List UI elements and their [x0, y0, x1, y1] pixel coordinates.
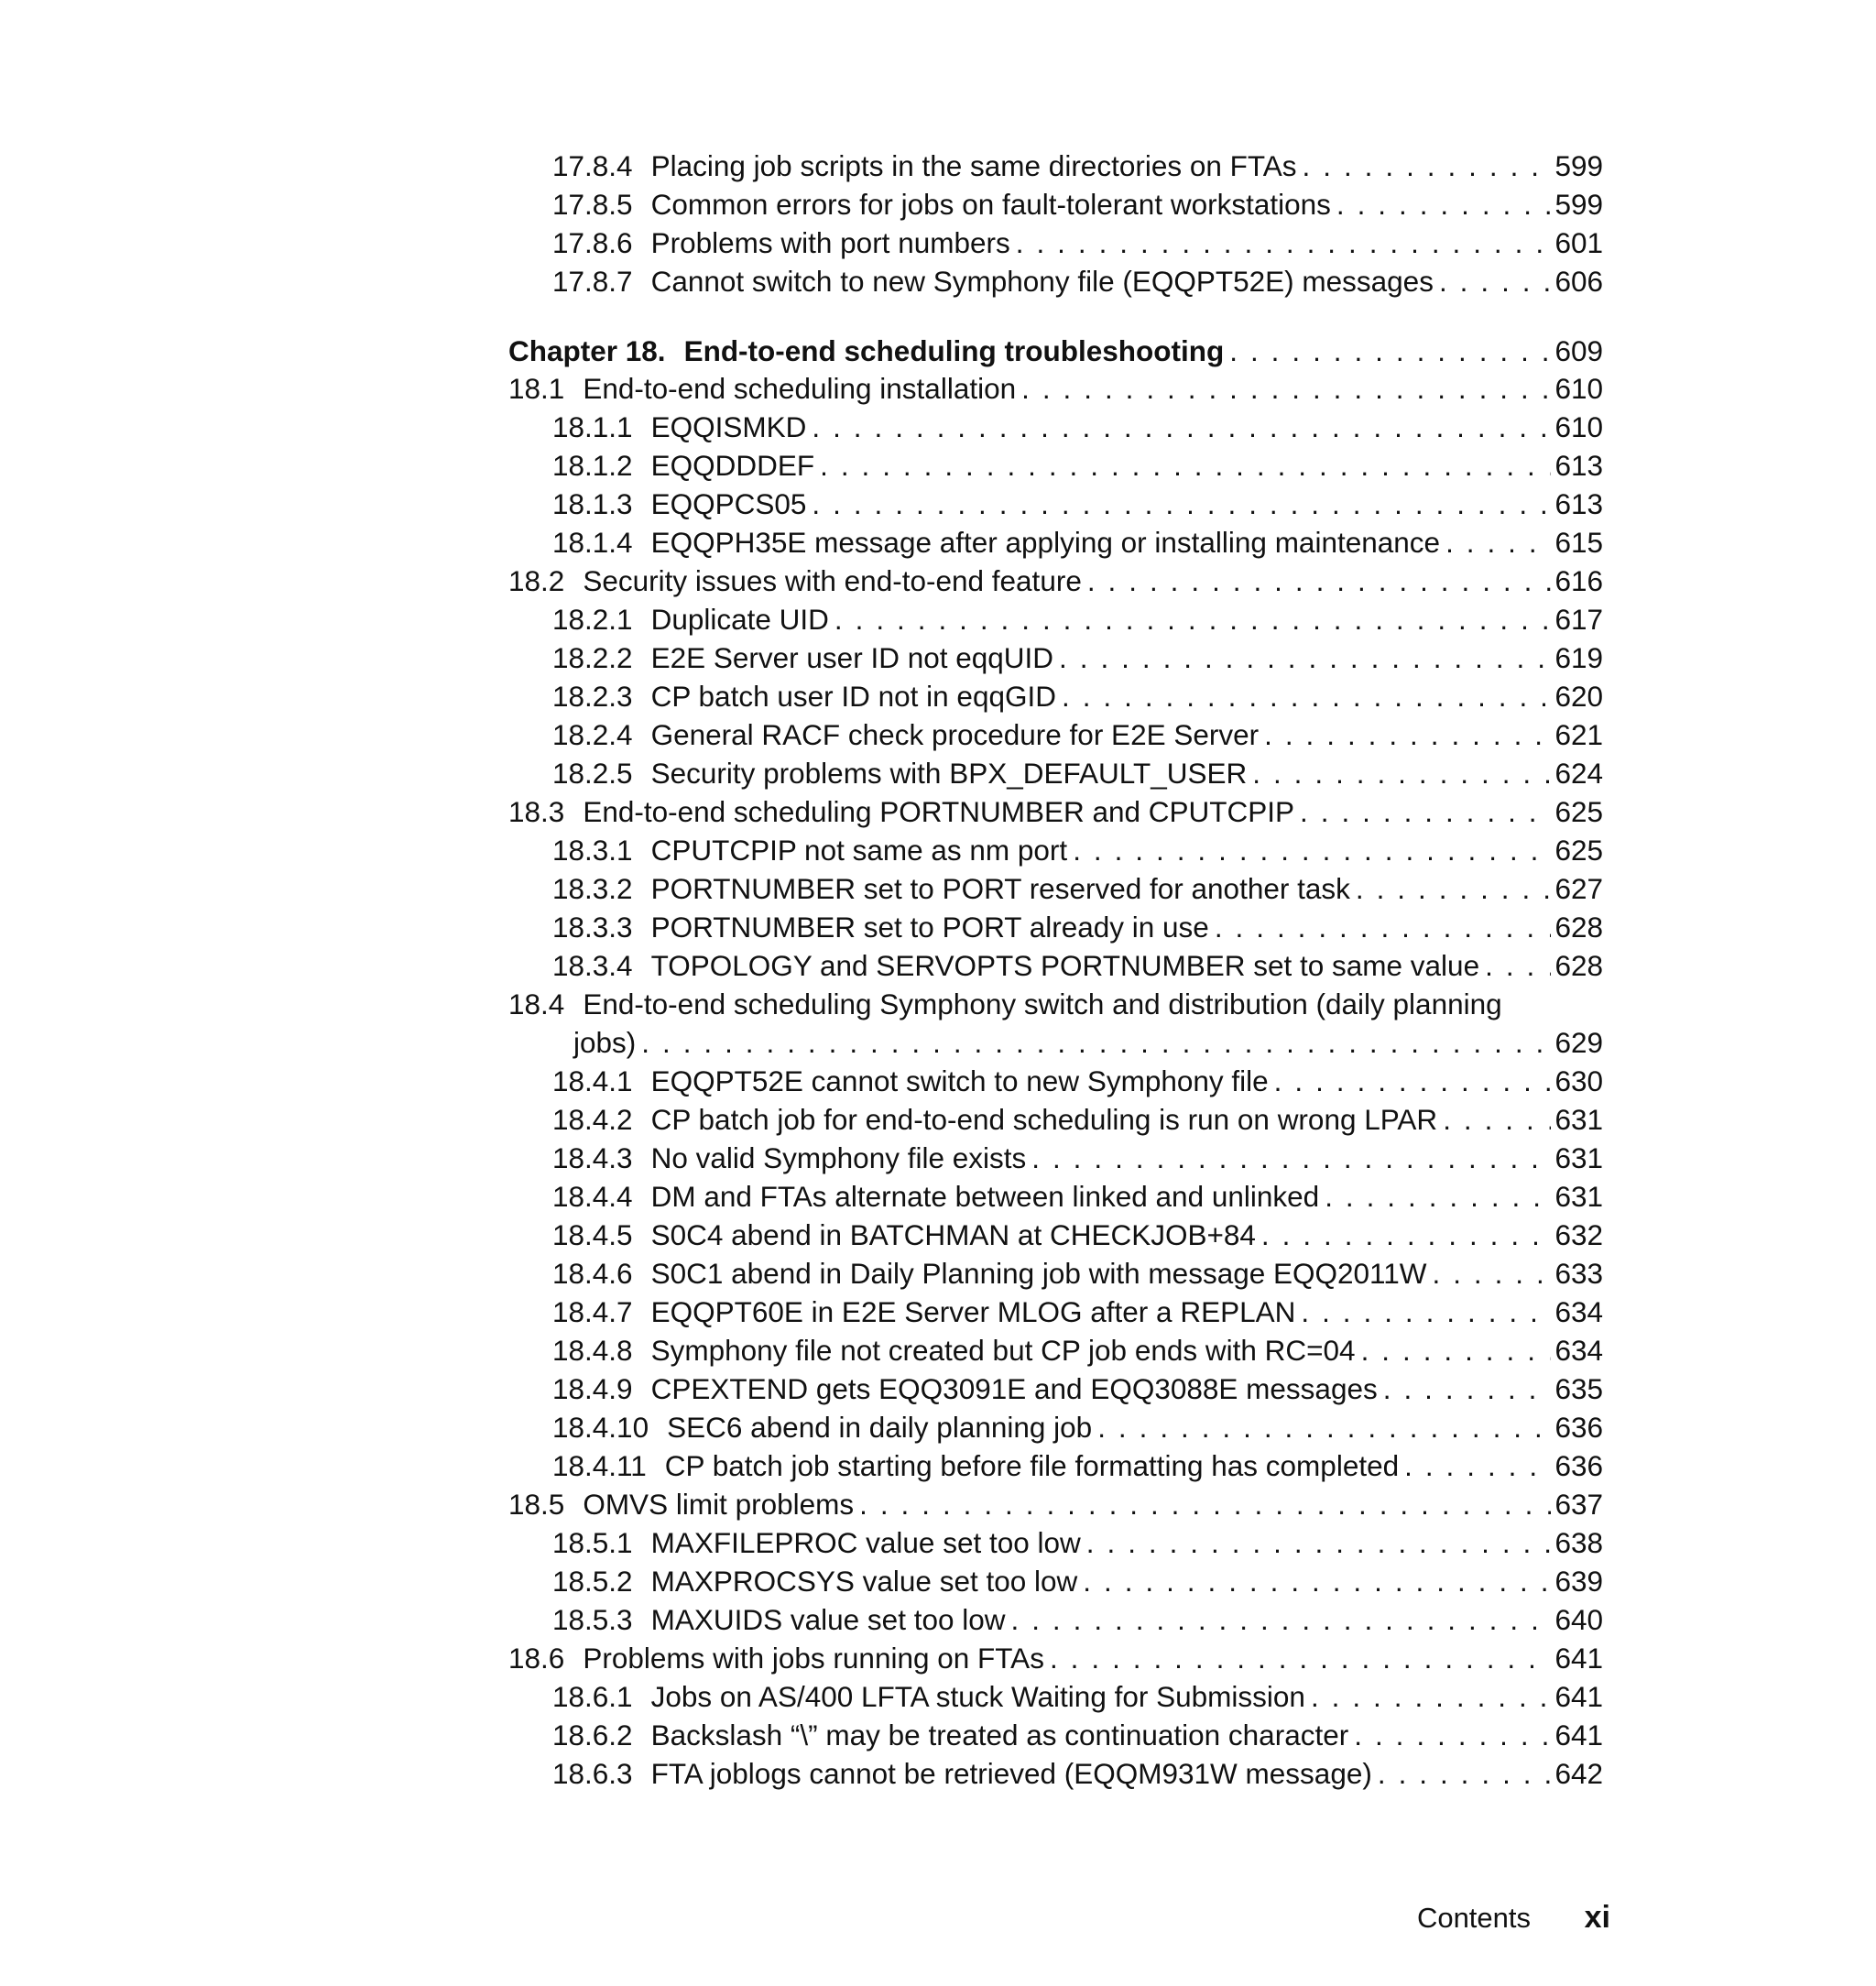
toc-entry-number: 17.8.5: [552, 188, 633, 221]
dot-leader: [1378, 1369, 1552, 1408]
dot-leader: [829, 600, 1552, 638]
toc-entry[interactable]: [508, 1446, 1603, 1485]
toc-entry-number: 18.5.3: [552, 1603, 633, 1636]
dot-leader: [1259, 715, 1551, 754]
toc-entry-number: 18.4.3: [552, 1141, 633, 1174]
dot-leader: [1294, 792, 1551, 831]
toc-entry-number: 18.1.2: [552, 449, 633, 482]
dot-leader: [1440, 523, 1551, 562]
toc-entry-title: Duplicate UID: [650, 603, 829, 636]
toc-entry-number: 18.4.8: [552, 1334, 633, 1367]
toc-entry[interactable]: [508, 262, 1603, 300]
toc-entry-title: End-to-end scheduling PORTNUMBER and CPUTCPIP: [583, 795, 1295, 828]
toc-entry-page: 639: [1554, 1565, 1603, 1598]
toc-entry-title: MAXPROCSYS value set too low: [650, 1565, 1078, 1598]
dot-leader: [1082, 562, 1552, 600]
dot-leader: [1010, 224, 1552, 262]
dot-leader: [1331, 185, 1552, 224]
toc-entry-number: 18.6.3: [552, 1757, 633, 1790]
toc-entry[interactable]: [508, 985, 1603, 1023]
toc-entry-title: MAXFILEPROC value set too low: [650, 1526, 1081, 1559]
toc-entry-number: Chapter 18.: [508, 334, 666, 367]
toc-chapter-entry[interactable]: [508, 332, 1603, 370]
toc-entry[interactable]: [508, 1754, 1603, 1793]
toc-entry[interactable]: [508, 523, 1603, 562]
toc-entry-page: 610: [1554, 410, 1603, 443]
toc-entry-title: EQQPT60E in E2E Server MLOG after a REPLAN: [650, 1295, 1296, 1328]
toc-entry-page: 631: [1554, 1103, 1603, 1136]
toc-entry-page: 628: [1554, 911, 1603, 944]
toc-entry-title: TOPOLOGY and SERVOPTS PORTNUMBER set to same value: [650, 949, 1480, 982]
dot-leader: [1297, 147, 1552, 185]
dot-leader: [1434, 262, 1551, 300]
toc-entry-page: 642: [1554, 1757, 1603, 1790]
toc-entry-number: 18.1.1: [552, 410, 633, 443]
toc-entry[interactable]: [508, 1600, 1603, 1639]
toc-entry-page: 615: [1554, 526, 1603, 559]
page-footer: [1417, 1898, 1610, 1937]
dot-leader: [1356, 1331, 1552, 1369]
toc-entry-title: MAXUIDS value set too low: [650, 1603, 1006, 1636]
footer-page-number: xi: [1584, 1900, 1610, 1935]
toc-entry-title: Jobs on AS/400 LFTA stuck Waiting for Submission: [650, 1680, 1305, 1713]
toc-entry-title: General RACF check procedure for E2E Server: [650, 718, 1260, 751]
toc-entry-title: CP batch user ID not in eqqGID: [650, 680, 1056, 713]
toc-entry-title: No valid Symphony file exists: [650, 1141, 1027, 1174]
toc-entry-title: Problems with jobs running on FTAs: [583, 1642, 1044, 1675]
toc-entry-title: S0C1 abend in Daily Planning job with message EQQ2011W: [650, 1257, 1427, 1290]
toc-entry-title: End-to-end scheduling Symphony switch and distribution (daily planning: [583, 988, 1502, 1020]
toc-entry[interactable]: [508, 1677, 1603, 1716]
toc-entry[interactable]: [508, 446, 1603, 485]
toc-entry-page: 631: [1554, 1180, 1603, 1213]
toc-entry[interactable]: [508, 185, 1603, 224]
toc-entry[interactable]: [508, 638, 1603, 677]
toc-entry-page: 624: [1554, 757, 1603, 790]
toc-entry-number: 18.5.2: [552, 1565, 633, 1598]
toc-entry-number: 18.4.6: [552, 1257, 633, 1290]
toc-entry[interactable]: [508, 1639, 1603, 1677]
toc-entry[interactable]: [508, 1254, 1603, 1293]
dot-leader: [806, 408, 1551, 446]
toc-entry-title: Security issues with end-to-end feature: [583, 564, 1082, 597]
toc-entry[interactable]: [508, 1100, 1603, 1139]
toc-entry-title: S0C4 abend in BATCHMAN at CHECKJOB+84: [650, 1218, 1256, 1251]
toc-entry-page: 601: [1554, 226, 1603, 259]
dot-leader: [1437, 1100, 1551, 1139]
dot-leader: [1044, 1639, 1551, 1677]
dot-leader: [1399, 1446, 1551, 1485]
dot-leader: [1092, 1408, 1551, 1446]
toc-entry-number: 18.4.4: [552, 1180, 633, 1213]
toc-entry-page: 613: [1554, 487, 1603, 520]
toc-entry-page: 641: [1554, 1680, 1603, 1713]
toc-entry-page: 629: [1554, 1026, 1603, 1059]
toc-entry-number: 18.3.2: [552, 872, 633, 905]
toc-entry-page: 638: [1554, 1526, 1603, 1559]
toc-entry-number: 18.6: [508, 1642, 565, 1675]
toc-entry[interactable]: [508, 677, 1603, 715]
dot-leader: [1426, 1254, 1551, 1293]
toc-entry[interactable]: [508, 1216, 1603, 1254]
dot-leader: [1006, 1600, 1552, 1639]
toc-entry-title: E2E Server user ID not eqqUID: [650, 641, 1054, 674]
toc-entry[interactable]: [508, 1177, 1603, 1216]
toc-entry-number: 18.4.7: [552, 1295, 633, 1328]
toc-entry-title: SEC6 abend in daily planning job: [667, 1411, 1093, 1444]
toc-entry[interactable]: [508, 1023, 1603, 1062]
toc-entry-page: 630: [1554, 1064, 1603, 1097]
dot-leader: [1269, 1062, 1552, 1100]
toc-entry[interactable]: [508, 1369, 1603, 1408]
toc-entry-number: 18.2.2: [552, 641, 633, 674]
dot-leader: [1224, 332, 1551, 370]
toc-entry-page: 640: [1554, 1603, 1603, 1636]
toc-entry-page: 634: [1554, 1295, 1603, 1328]
dot-leader: [1350, 869, 1552, 908]
toc-entry-number: 18.1.3: [552, 487, 633, 520]
toc-entry-page: 636: [1554, 1449, 1603, 1482]
toc-entry[interactable]: [508, 224, 1603, 262]
dot-leader: [1053, 638, 1551, 677]
toc-entry-title: EQQDDDEF: [650, 449, 815, 482]
dot-leader: [1305, 1677, 1552, 1716]
dot-leader: [1081, 1523, 1552, 1562]
toc-entry[interactable]: [508, 869, 1603, 908]
toc-entry[interactable]: [508, 562, 1603, 600]
toc-entry-title: Placing job scripts in the same directories on FTAs: [650, 149, 1297, 182]
toc-entry[interactable]: [508, 485, 1603, 523]
toc-entry-page: 625: [1554, 795, 1603, 828]
dot-leader: [636, 1023, 1551, 1062]
toc-entry-page: 641: [1554, 1642, 1603, 1675]
toc-entry-number: 18.4.11: [552, 1449, 647, 1482]
toc-entry-number: 18.4.1: [552, 1064, 633, 1097]
dot-leader: [1247, 754, 1551, 792]
toc-entry-page: 619: [1554, 641, 1603, 674]
toc-entry-title: End-to-end scheduling troubleshooting: [683, 334, 1225, 367]
dot-leader: [806, 485, 1551, 523]
toc-entry[interactable]: [508, 1062, 1603, 1100]
toc-entry-page: 621: [1554, 718, 1603, 751]
toc-entry-page: 635: [1554, 1372, 1603, 1405]
toc-entry-page: 599: [1554, 149, 1603, 182]
toc-entry-title: EQQPH35E message after applying or installing maintenance: [650, 526, 1441, 559]
toc-entry-number: 18.3.3: [552, 911, 633, 944]
dot-leader: [1056, 677, 1551, 715]
toc-entry-number: 18.6.1: [552, 1680, 633, 1713]
toc-entry-page: 620: [1554, 680, 1603, 713]
toc-entry-number: 18.4.10: [552, 1411, 649, 1444]
toc-entry[interactable]: [508, 792, 1603, 831]
dot-leader: [814, 446, 1551, 485]
toc-entry-title: CPUTCPIP not same as nm port: [650, 834, 1068, 867]
toc-entry[interactable]: [508, 408, 1603, 446]
toc-entry-number: 18.4: [508, 988, 565, 1020]
toc-entry-number: 18.2.5: [552, 757, 633, 790]
toc-entry[interactable]: [508, 831, 1603, 869]
toc-entry[interactable]: [508, 1485, 1603, 1523]
toc-entry-number: 18.1.4: [552, 526, 633, 559]
toc-entry-page: 636: [1554, 1411, 1603, 1444]
toc-entry-number: 18.1: [508, 372, 565, 405]
dot-leader: [1016, 369, 1551, 408]
toc-entry[interactable]: [508, 147, 1603, 185]
toc-entry-title: Cannot switch to new Symphony file (EQQPT52E) messages: [650, 265, 1434, 298]
toc-entry[interactable]: [508, 715, 1603, 754]
dot-leader: [1209, 908, 1552, 946]
toc-entry-number: 18.2.3: [552, 680, 633, 713]
toc-entry-title: PORTNUMBER set to PORT already in use: [650, 911, 1209, 944]
toc-entry[interactable]: [508, 1562, 1603, 1600]
toc-entry-title: End-to-end scheduling installation: [583, 372, 1017, 405]
dot-leader: [1077, 1562, 1551, 1600]
dot-leader: [854, 1485, 1551, 1523]
dot-leader: [1348, 1716, 1551, 1754]
toc-entry[interactable]: [508, 1408, 1603, 1446]
toc-entry-title: Common errors for jobs on fault-tolerant workstations: [650, 188, 1331, 221]
toc-entry[interactable]: [508, 946, 1603, 985]
toc-entry-number: 17.8.4: [552, 149, 633, 182]
toc-entry-number: 18.4.9: [552, 1372, 633, 1405]
toc-entry-page: 633: [1554, 1257, 1603, 1290]
toc-entry-number: 18.2.1: [552, 603, 633, 636]
toc-entry-number: 18.5.1: [552, 1526, 633, 1559]
toc-entry-page: 632: [1554, 1218, 1603, 1251]
toc-entry-number: 18.3.4: [552, 949, 633, 982]
toc-entry-page: 634: [1554, 1334, 1603, 1367]
toc-entry-title: EQQISMKD: [650, 410, 807, 443]
toc-entry-page: 616: [1554, 564, 1603, 597]
toc-entry-title: DM and FTAs alternate between linked and unlinked: [650, 1180, 1320, 1213]
toc-entry-number: 17.8.6: [552, 226, 633, 259]
toc-entry-title: EQQPT52E cannot switch to new Symphony file: [650, 1064, 1269, 1097]
toc-entry[interactable]: [508, 1139, 1603, 1177]
toc-entry-title: Backslash “\” may be treated as continuation character: [650, 1719, 1349, 1751]
toc-entry-page: 610: [1554, 372, 1603, 405]
dot-leader: [1295, 1293, 1551, 1331]
toc-entry[interactable]: [508, 908, 1603, 946]
toc-entry-page: 617: [1554, 603, 1603, 636]
toc-entry[interactable]: [508, 600, 1603, 638]
toc-entry-number: 18.6.2: [552, 1719, 633, 1751]
toc-entry[interactable]: [508, 1716, 1603, 1754]
footer-section-label: Contents: [1416, 1902, 1532, 1934]
dot-leader: [1319, 1177, 1551, 1216]
toc-entry[interactable]: [508, 369, 1603, 408]
toc-entry-title: CP batch job starting before file formatting has completed: [664, 1449, 1400, 1482]
toc-entry[interactable]: [508, 754, 1603, 792]
dot-leader: [1479, 946, 1551, 985]
toc-entry-page: 641: [1554, 1719, 1603, 1751]
toc-entry-number: 18.2: [508, 564, 565, 597]
toc-entry-number: 18.4.2: [552, 1103, 633, 1136]
toc-entry-title: CPEXTEND gets EQQ3091E and EQQ3088E messages: [650, 1372, 1378, 1405]
toc-entry-page: 627: [1554, 872, 1603, 905]
toc-entry[interactable]: [508, 1293, 1603, 1331]
toc-entry-title: FTA joblogs cannot be retrieved (EQQM931W message): [650, 1757, 1372, 1790]
toc-entry-page: 625: [1554, 834, 1603, 867]
toc-entry-number: 18.5: [508, 1488, 565, 1521]
toc-entry[interactable]: [508, 1523, 1603, 1562]
toc-entry-page: 609: [1554, 334, 1603, 367]
toc-entry-number: 17.8.7: [552, 265, 633, 298]
dot-leader: [1256, 1216, 1552, 1254]
toc-entry-page: 637: [1554, 1488, 1603, 1521]
toc-entry-title: CP batch job for end-to-end scheduling is run on wrong LPAR: [650, 1103, 1438, 1136]
toc-entry-title: Security problems with BPX_DEFAULT_USER: [650, 757, 1248, 790]
toc-entry-page: 628: [1554, 949, 1603, 982]
toc-entry-title: jobs): [573, 1026, 637, 1059]
toc-entry-number: 18.4.5: [552, 1218, 633, 1251]
toc-entry-number: 18.3: [508, 795, 565, 828]
dot-leader: [1372, 1754, 1552, 1793]
dot-leader: [1026, 1139, 1551, 1177]
toc-entry[interactable]: [508, 1331, 1603, 1369]
toc-entry-title: PORTNUMBER set to PORT reserved for another task: [650, 872, 1350, 905]
toc-entry-page: 606: [1554, 265, 1603, 298]
toc-entry-page: 631: [1554, 1141, 1603, 1174]
toc-entry-number: 18.2.4: [552, 718, 633, 751]
toc-entry-number: 18.3.1: [552, 834, 633, 867]
toc-entry-title: Problems with port numbers: [650, 226, 1010, 259]
toc-entry-title: OMVS limit problems: [583, 1488, 855, 1521]
toc-entry-page: 613: [1554, 449, 1603, 482]
dot-leader: [1067, 831, 1551, 869]
toc-entry-title: EQQPCS05: [650, 487, 807, 520]
toc-entry-title: Symphony file not created but CP job ends with RC=04: [650, 1334, 1356, 1367]
toc-entry-page: 599: [1554, 188, 1603, 221]
